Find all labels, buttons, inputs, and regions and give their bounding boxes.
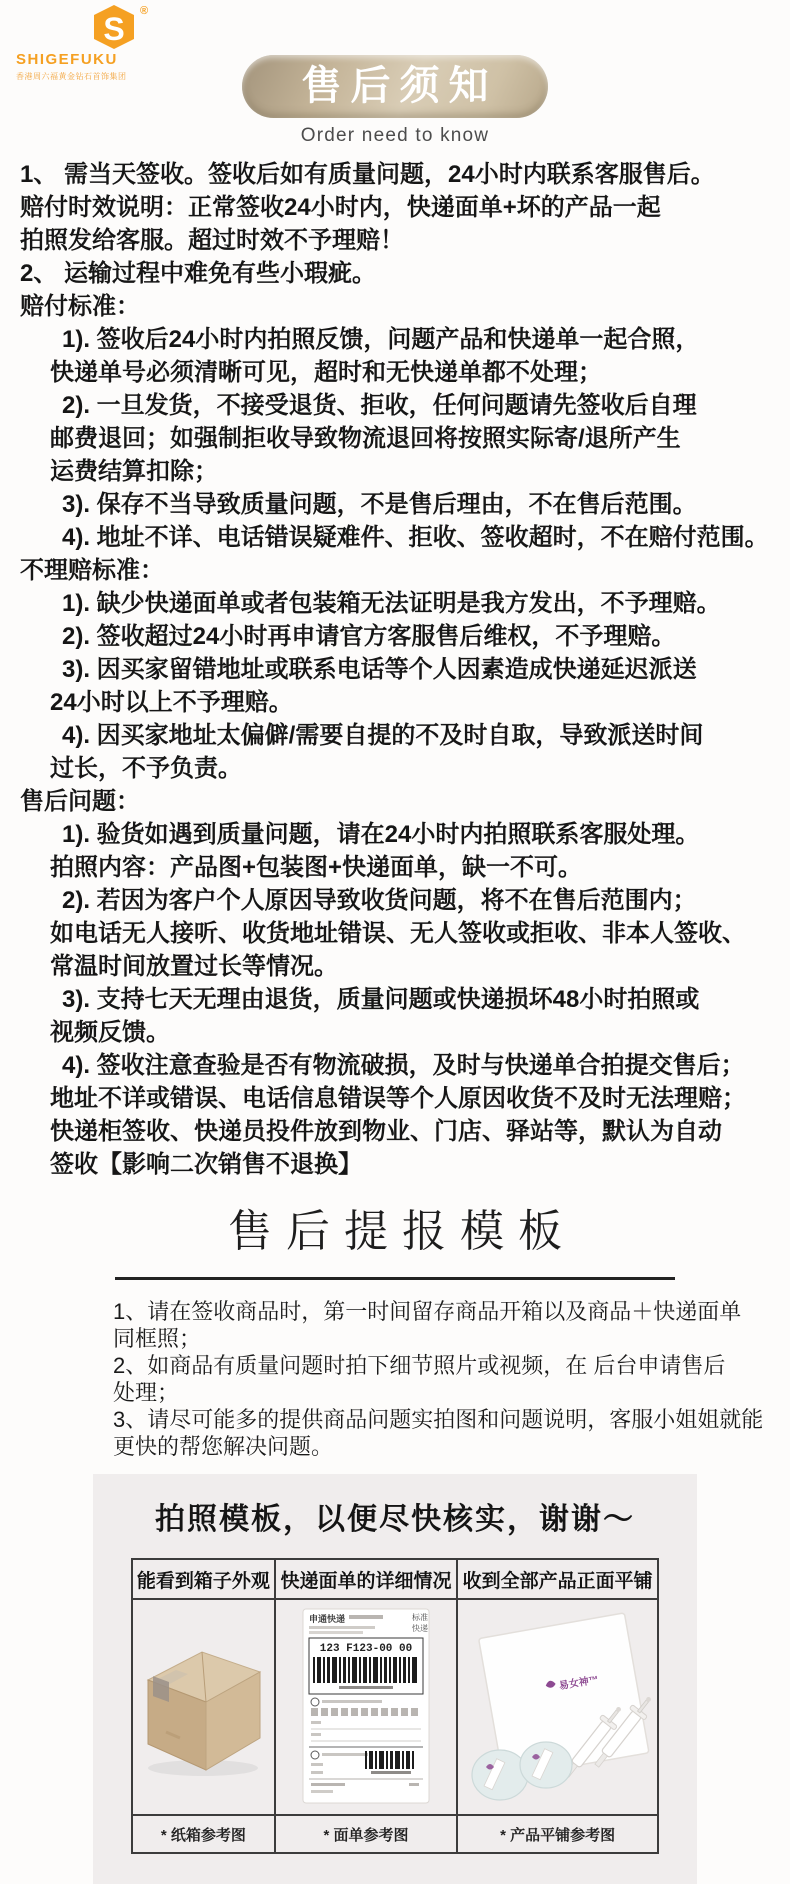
header-waybill-detail: 快递面单的详细情况 [275, 1559, 457, 1599]
waybill-image-cell [275, 1599, 457, 1815]
notice-line: 1). 缺少快递面单或者包装箱无法证明是我方发出，不予理赔。 [62, 590, 721, 617]
notice-line: 24小时以上不予理赔。 [50, 689, 293, 716]
notice-line: 2). 签收超过24小时再申请官方客服售后维权，不予理赔。 [62, 623, 676, 650]
blister-pod-2 [520, 1742, 572, 1788]
template-line: 3、请尽可能多的提供商品问题实拍图和问题说明，客服小姐姐就能 [113, 1407, 764, 1432]
caption-waybill: * 面单参考图 [275, 1815, 457, 1853]
notice-line: 2). 一旦发货，不接受退货、拒收，任何问题请先签收后自理 [62, 392, 697, 419]
blister-pod-1 [472, 1750, 528, 1800]
notice-line: 4). 签收注意查验是否有物流破损，及时与快递单合拍提交售后； [62, 1052, 745, 1079]
header-products-flat: 收到全部产品正面平铺 [457, 1559, 658, 1599]
caption-products: * 产品平铺参考图 [457, 1815, 658, 1853]
tracking-number-text: 123 F123-00 00 [319, 1643, 413, 1655]
notice-line: 2、 运输过程中难免有些小瑕疵。 [20, 260, 377, 287]
svg-text:S: S [103, 11, 125, 47]
notice-text-block [0, 158, 790, 1181]
template-line: 2、如商品有质量问题时拍下细节照片或视频，在 后台申请售后 [113, 1353, 726, 1378]
notice-line: 1). 签收后24小时内拍照反馈，问题产品和快递单一起合照， [62, 326, 700, 353]
title-underline [115, 1277, 675, 1280]
product-brand-text: 易女神™ [557, 1674, 600, 1693]
template-line: 更快的帮您解决问题。 [113, 1434, 334, 1459]
box-image-cell [132, 1599, 275, 1815]
notice-line: 快递柜签收、快递员投件放到物业、门店、驿站等，默认为自动 [50, 1118, 722, 1145]
template-line: 处理； [113, 1380, 180, 1405]
photo-panel-title: 拍照模板，以便尽快核实，谢谢～ [155, 1503, 635, 1536]
product-image-cell [457, 1599, 658, 1815]
brand-name: SHIGEFUKU [16, 51, 118, 68]
brand-logo [14, 4, 214, 50]
notice-line: 1、 需当天签收。签收后如有质量问题，24小时内联系客服售后。 [20, 161, 715, 188]
notice-line: 拍照发给客服。超过时效不予理赔！ [20, 227, 404, 254]
notice-line: 视频反馈。 [50, 1019, 170, 1046]
template-instructions [113, 1298, 764, 1460]
header-box-exterior: 能看到箱子外观 [132, 1559, 275, 1599]
notice-line: 赔付时效说明：正常签收24小时内，快递面单+坏的产品一起 [20, 194, 661, 221]
notice-line: 如电话无人接听、收货地址错误、无人签收或拒收、非本人签收、 [50, 920, 746, 947]
notice-line: 不理赔标准： [20, 557, 164, 584]
notice-line: 2). 若因为客户个人原因导致收货问题，将不在售后范围内； [62, 887, 697, 914]
caption-box: * 纸箱参考图 [132, 1815, 275, 1853]
notice-line: 过长，不予负责。 [50, 755, 242, 782]
notice-line: 拍照内容：产品图+包装图+快递面单，缺一不可。 [50, 854, 583, 881]
waybill-label-image [291, 1607, 441, 1807]
notice-line: 常温时间放置过长等情况。 [50, 953, 338, 980]
table-image-row [132, 1599, 658, 1815]
table-caption-row [132, 1815, 658, 1853]
photo-template-panel [93, 1474, 697, 1884]
table-header-row [132, 1559, 658, 1599]
service-type-text-1: 标准 [411, 1613, 428, 1622]
sorting-code-row [311, 1708, 418, 1716]
registered-mark: ® [140, 5, 149, 17]
template-line: 1、请在签收商品时，第一时间留存商品开箱以及商品＋快递面单 [113, 1299, 742, 1324]
banner-title: 售后须知 [301, 64, 498, 108]
cardboard-box-image [136, 1632, 270, 1782]
notice-line: 运费结算扣除； [50, 458, 218, 485]
notice-line: 赔付标准： [20, 293, 140, 320]
photo-reference-table [131, 1558, 659, 1854]
hexagon-s-logo-icon [76, 4, 152, 50]
notice-line: 邮费退回；如强制拒收导致物流退回将按照实际寄/退所产生 [50, 425, 681, 452]
brand-header [14, 4, 214, 82]
banner-subtitle: Order need to know [300, 125, 490, 146]
notice-line: 4). 因买家地址太偏僻/需要自提的不及时自取，导致派送时间 [62, 722, 704, 749]
notice-line: 签收【影响二次销售不退换】 [50, 1151, 362, 1178]
notice-line: 3). 保存不当导致质量问题，不是售后理由，不在售后范围。 [62, 491, 697, 518]
after-sales-banner [242, 55, 548, 118]
template-section-title: 售后提报模板 [228, 1207, 576, 1256]
notice-line: 3). 支持七天无理由退货，质量问题或快递损坏48小时拍照或 [62, 986, 700, 1013]
notice-line: 4). 地址不详、电话错误疑难件、拒收、签收超时，不在赔付范围。 [62, 524, 769, 551]
notice-line: 1). 验货如遇到质量问题，请在24小时内拍照联系客服处理。 [62, 821, 700, 848]
brand-subtitle: 香港周六福黄金钻石首饰集团 [16, 72, 127, 81]
notice-line: 3). 因买家留错地址或联系电话等个人因素造成快递延迟派送 [62, 656, 697, 683]
notice-line: 售后问题： [20, 788, 140, 815]
notice-line: 地址不详或错误、电话信息错误等个人原因收货不及时无法理赔； [50, 1085, 746, 1112]
notice-line: 快递单号必须清晰可见，超时和无快递单都不处理； [50, 359, 602, 386]
service-type-text-2: 快递 [411, 1624, 428, 1633]
courier-name-text: 申通快递 [308, 1614, 345, 1624]
product-flatlay-image [462, 1607, 654, 1807]
template-line: 同框照； [113, 1326, 202, 1351]
